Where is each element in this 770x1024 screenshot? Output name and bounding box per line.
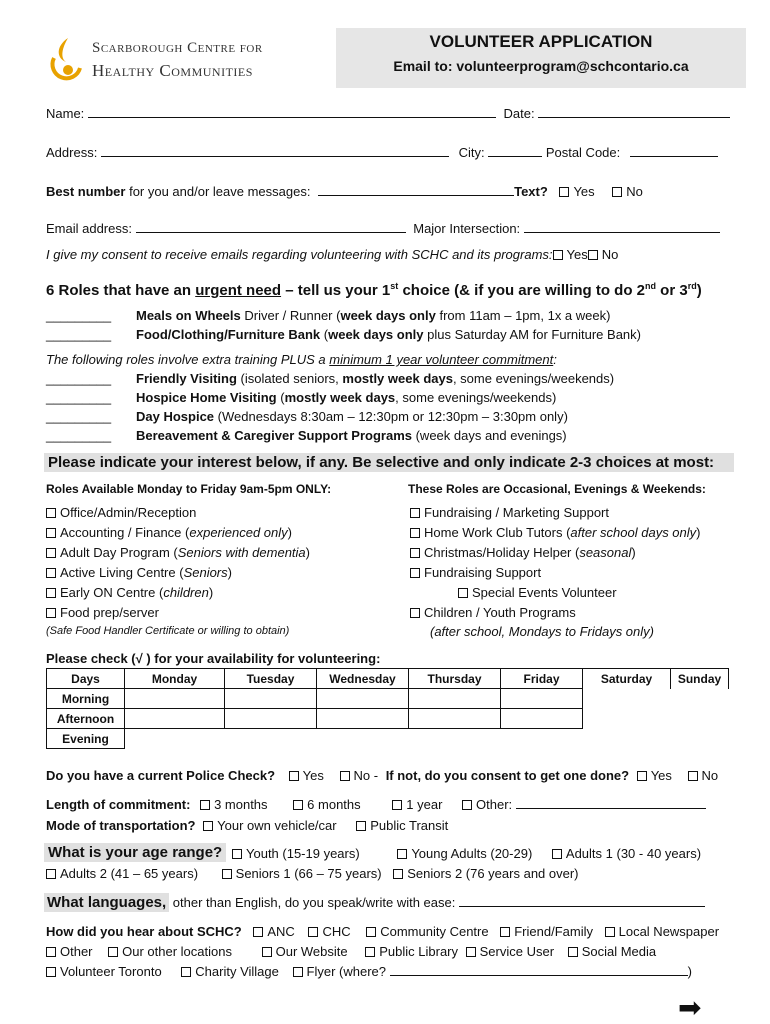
office-checkbox[interactable] [46,508,56,518]
charity-village-label: Charity Village [195,964,279,979]
chc-label: CHC [322,924,351,939]
age-seniors2-label: Seniors 2 (76 years and over) [407,866,579,881]
logo [46,36,316,86]
police-row [46,768,718,783]
age-young-adults-checkbox[interactable] [397,849,407,859]
next-page-arrow-icon[interactable]: ➡ [678,992,702,1023]
commit-3m-checkbox[interactable] [200,800,210,810]
r4-label: Fundraising Support [424,565,542,580]
flyer-checkbox[interactable] [293,967,303,977]
police-yes-label: Yes [302,768,324,783]
text-yes-checkbox[interactable] [559,187,569,197]
cell[interactable] [125,709,225,729]
commit-1y-label: 1 year [406,797,443,812]
role-3-b: mostly week days [342,371,453,386]
food-prep-checkbox[interactable] [46,608,56,618]
other-label: Other [60,944,93,959]
date-label: Date: [503,106,535,121]
charity-village-checkbox[interactable] [181,967,191,977]
email-line: Email to: volunteerprogram@schcontario.ca [393,58,689,74]
heard-row-3 [46,964,692,979]
interest-right-4 [410,565,541,580]
col-tuesday: Tuesday [225,669,317,689]
logo-icon [46,36,86,84]
interest-right-1 [410,505,609,520]
col-wednesday: Wednesday [317,669,409,689]
l5b: children [163,585,209,600]
interest-heading: Please indicate your interest below, if any. Be selective and only indicate 2-3 choices at most: [44,453,734,472]
cell[interactable] [225,729,317,749]
role-4-a: ( [276,390,285,405]
intersection-label: Major Intersection: [413,221,521,236]
role-2-a: ( [320,327,329,342]
city-label: City: [458,145,485,160]
office-label: Office/Admin/Reception [60,505,197,520]
cell[interactable] [317,689,409,709]
role-1-b: week days only [340,308,436,323]
interest-right-6 [410,605,576,620]
role-blank[interactable]: _________ [46,390,112,405]
row-afternoon: Afternoon [47,709,125,729]
languages-row [44,894,705,911]
l2b: experienced only [189,525,288,540]
cell[interactable] [671,729,729,749]
community-centre-checkbox[interactable] [366,927,376,937]
anc-label: ANC [267,924,295,939]
cell[interactable] [125,689,225,709]
city-input[interactable] [488,145,542,157]
role-blank[interactable]: _________ [46,428,112,443]
r3a: Christmas/Holiday Helper ( [424,545,580,560]
commitment-note [46,352,557,367]
r5-label: Special Events Volunteer [472,585,617,600]
languages-heading: What languages, [44,893,169,912]
flyer-close: ) [687,964,692,979]
cell[interactable] [225,689,317,709]
urgent-heading-u: urgent need [195,282,282,299]
cell[interactable] [501,709,583,729]
r2b: after school days only [570,525,697,540]
urgent-heading-c: choice (& if you are willing to do 2 [398,282,645,299]
text-no-label: No [626,184,643,199]
r3c: ) [631,545,636,560]
transport-label: Mode of transportation? [46,818,196,833]
urgent-heading-e: ) [696,282,702,299]
consent-police-question: If not, do you consent to get one done? [385,768,630,783]
flyer-label: Flyer (where? [306,964,386,979]
accounting-checkbox[interactable] [46,528,56,538]
cell[interactable] [583,709,671,729]
commitment-row [46,797,706,812]
interest-left-5 [46,585,213,600]
interest-left-3 [46,545,310,560]
role-3-name: Friendly Visiting [136,371,237,386]
anc-checkbox[interactable] [253,927,263,937]
cell[interactable] [409,689,501,709]
email-input[interactable] [136,221,406,233]
consent-row [46,247,618,262]
urgent-role-5 [46,409,568,424]
phone-row [46,184,643,199]
children-youth-checkbox[interactable] [410,608,420,618]
right-column-heading: These Roles are Occasional, Evenings & Weekends: [408,482,706,496]
interest-left-2 [46,525,292,540]
service-user-label: Service User [479,944,555,959]
role-blank[interactable]: _________ [46,308,112,323]
transit-checkbox[interactable] [356,821,366,831]
l5a: Early ON Centre ( [60,585,164,600]
row-evening: Evening [47,729,125,749]
cell[interactable] [583,689,671,709]
urgent-role-3 [46,371,614,386]
role-1-name: Meals on Wheels [136,308,241,323]
age-row-2 [46,866,579,881]
cell[interactable] [409,709,501,729]
role-5-name: Day Hospice [136,409,215,424]
col-saturday: Saturday [583,669,671,689]
name-row [46,106,730,121]
role-4-c: , some evenings/weekends) [395,390,557,405]
urgent-role-4 [46,390,556,405]
role-4-b: mostly week days [284,390,396,405]
age-adults1-label: Adults 1 (30 - 40 years) [565,846,702,861]
cell[interactable] [671,709,729,729]
row-morning: Morning [47,689,125,709]
police-no-checkbox[interactable] [340,771,350,781]
age-youth-label: Youth (15-19 years) [246,846,360,861]
consent-police-yes-label: Yes [650,768,672,783]
other-locations-checkbox[interactable] [108,947,118,957]
text-yes-label: Yes [573,184,595,199]
website-checkbox[interactable] [262,947,272,957]
sup1: st [390,281,399,291]
social-media-label: Social Media [581,944,657,959]
interest-left-4 [46,565,232,580]
l3b: Seniors with dementia [177,545,306,560]
l5c: ) [208,585,214,600]
food-prep-label: Food prep/server [60,605,159,620]
age-row-1 [232,846,701,861]
col-monday: Monday [125,669,225,689]
postal-input[interactable] [630,145,718,157]
role-blank[interactable]: _________ [46,371,112,386]
age-adults2-checkbox[interactable] [46,869,56,879]
flyer-input[interactable] [390,964,688,976]
consent-police-no-label: No [701,768,719,783]
name-input[interactable] [88,106,496,118]
adult-day-checkbox[interactable] [46,548,56,558]
age-adults2-label: Adults 2 (41 – 65 years) [60,866,199,881]
role-3-c: , some evenings/weekends) [452,371,615,386]
social-media-checkbox[interactable] [568,947,578,957]
service-user-checkbox[interactable] [466,947,476,957]
l4a: Active Living Centre ( [60,565,184,580]
urgent-heading-b: – tell us your 1 [281,282,391,299]
table-row [47,689,729,709]
role-5-a: (Wednesdays 8:30am – 12:30pm or 12:30pm – 3:30pm only) [214,409,568,424]
food-note: (Safe Food Handler Certificate or willing to obtain) [46,625,290,637]
l2c: ) [287,525,292,540]
text-no-checkbox[interactable] [612,187,622,197]
cell[interactable] [317,709,409,729]
address-label: Address: [46,145,98,160]
l4b: Seniors [183,565,228,580]
l4c: ) [227,565,232,580]
role-6-name: Bereavement & Caregiver Support Programs [136,428,412,443]
left-column-heading: Roles Available Monday to Friday 9am-5pm ONLY: [46,482,332,496]
age-seniors2-checkbox[interactable] [393,869,403,879]
role-4-name: Hospice Home Visiting [136,390,277,405]
commit-other-checkbox[interactable] [462,800,472,810]
cell[interactable] [501,729,583,749]
note-a: The following roles involve extra training PLUS a [46,352,330,367]
cell[interactable] [501,689,583,709]
availability-table [46,668,729,749]
consent-no-checkbox[interactable] [588,250,598,260]
fundraising-checkbox[interactable] [410,568,420,578]
police-no-label: No - [353,768,379,783]
library-checkbox[interactable] [365,947,375,957]
special-events-checkbox[interactable] [458,588,468,598]
role-6-a: (week days and evenings) [411,428,567,443]
age-heading: What is your age range? [44,843,226,862]
volunteer-toronto-label: Volunteer Toronto [60,964,162,979]
best-number-rest: for you and/or leave messages: [125,184,311,199]
phone-input[interactable] [318,184,514,196]
newspaper-label: Local Newspaper [618,924,720,939]
note-b: : [553,352,557,367]
homework-checkbox[interactable] [410,528,420,538]
consent-police-yes-checkbox[interactable] [637,771,647,781]
text-label: Text? [514,184,548,199]
best-number-label: Best number [46,184,126,199]
cell[interactable] [125,729,225,749]
holiday-checkbox[interactable] [410,548,420,558]
urgent-heading-a: 6 Roles that have an [46,282,196,299]
transport-row [46,818,448,833]
table-row [47,729,729,749]
cell[interactable] [225,709,317,729]
community-centre-label: Community Centre [380,924,489,939]
active-living-checkbox[interactable] [46,568,56,578]
friend-family-label: Friend/Family [514,924,593,939]
age-young-adults-label: Young Adults (20-29) [411,846,533,861]
role-1-a: Driver / Runner ( [240,308,341,323]
police-yes-checkbox[interactable] [289,771,299,781]
commit-6m-checkbox[interactable] [293,800,303,810]
title-box [336,28,746,88]
col-friday: Friday [501,669,583,689]
languages-rest: other than English, do you speak/write with ease: [169,895,456,910]
urgent-role-2 [46,327,641,342]
cell[interactable] [317,729,409,749]
l3c: ) [305,545,311,560]
col-thursday: Thursday [409,669,501,689]
l2a: Accounting / Finance ( [60,525,190,540]
interest-right-2 [410,525,701,540]
interest-left-1 [46,505,196,520]
availability-heading: Please check (√ ) for your availability for volunteering: [46,651,381,666]
availability-header-row [47,669,729,689]
date-input[interactable] [538,106,730,118]
address-input[interactable] [101,145,449,157]
urgent-role-1 [46,308,610,323]
age-youth-checkbox[interactable] [232,849,242,859]
library-label: Public Library [379,944,459,959]
table-row [47,709,729,729]
col-sunday: Sunday [671,669,729,689]
consent-yes-label: Yes [566,247,588,262]
commitment-label: Length of commitment: [46,797,191,812]
children-note: (after school, Mondays to Fridays only) [430,624,654,639]
consent-no-label: No [601,247,619,262]
email-row [46,221,720,236]
fundraising-marketing-checkbox[interactable] [410,508,420,518]
age-seniors1-checkbox[interactable] [222,869,232,879]
other-locations-label: Our other locations [122,944,232,959]
commit-1y-checkbox[interactable] [392,800,402,810]
role-2-name: Food/Clothing/Furniture Bank [136,327,321,342]
cell[interactable] [583,729,671,749]
commit-3m-label: 3 months [214,797,268,812]
cell[interactable] [671,689,729,709]
role-3-a: (isolated seniors, [236,371,343,386]
commit-other-input[interactable] [516,797,706,809]
urgent-role-6 [46,428,567,443]
email-label: Email address: [46,221,132,236]
name-label: Name: [46,106,85,121]
transit-label: Public Transit [370,818,449,833]
newspaper-checkbox[interactable] [605,927,615,937]
early-on-checkbox[interactable] [46,588,56,598]
role-2-c: plus Saturday AM for Furniture Bank) [423,327,641,342]
postal-label: Postal Code: [545,145,621,160]
consent-label: I give my consent to receive emails regarding volunteering with SCHC and its programs: [46,247,553,262]
sup2: nd [645,281,656,291]
heard-question: How did you hear about SCHC? [46,924,242,939]
logo-line1: Scarborough Centre for [92,40,263,56]
vehicle-label: Your own vehicle/car [217,818,337,833]
cell[interactable] [409,729,501,749]
col-days: Days [47,669,125,689]
interest-left-6 [46,605,159,620]
r1-label: Fundraising / Marketing Support [424,505,609,520]
l3a: Adult Day Program ( [60,545,178,560]
role-2-b: week days only [328,327,424,342]
r3b: seasonal [579,545,632,560]
other-checkbox[interactable] [46,947,56,957]
note-u: minimum 1 year volunteer commitment [329,352,554,367]
interest-right-3 [410,545,636,560]
languages-input[interactable] [459,895,705,907]
urgent-heading [46,281,702,299]
r2c: ) [696,525,701,540]
consent-yes-checkbox[interactable] [553,250,563,260]
consent-police-no-checkbox[interactable] [688,771,698,781]
role-blank[interactable]: _________ [46,409,112,424]
intersection-input[interactable] [524,221,720,233]
chc-checkbox[interactable] [308,927,318,937]
vehicle-checkbox[interactable] [203,821,213,831]
logo-line2: Healthy Communities [92,61,253,80]
role-blank[interactable]: _________ [46,327,112,342]
address-row [46,145,718,160]
friend-family-checkbox[interactable] [500,927,510,937]
interest-right-5 [458,585,617,600]
r2a: Home Work Club Tutors ( [424,525,571,540]
commit-6m-label: 6 months [307,797,361,812]
urgent-heading-d: or 3 [656,282,688,299]
police-question: Do you have a current Police Check? [46,768,276,783]
age-adults1-checkbox[interactable] [552,849,562,859]
heard-row-2 [46,944,656,959]
volunteer-toronto-checkbox[interactable] [46,967,56,977]
commit-other-label: Other: [476,797,513,812]
r6-label: Children / Youth Programs [424,605,576,620]
website-label: Our Website [275,944,348,959]
role-1-c: from 11am – 1pm, 1x a week) [435,308,611,323]
heard-row-1 [46,924,719,939]
form-title: VOLUNTEER APPLICATION [429,32,653,51]
sup3: rd [687,281,697,291]
age-seniors1-label: Seniors 1 (66 – 75 years) [235,866,382,881]
